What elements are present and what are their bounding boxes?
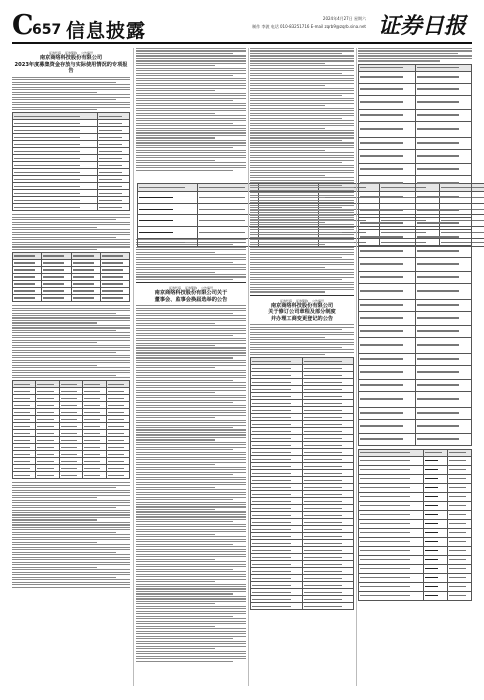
column-divider	[133, 48, 134, 686]
announcement-divider	[136, 282, 246, 283]
stock-code: 证券代码 证券简称 公告编号	[169, 286, 213, 291]
calligraphy-logo	[374, 11, 470, 39]
body-text	[12, 214, 130, 250]
column-1	[12, 48, 130, 686]
masthead	[0, 0, 484, 46]
account-table	[12, 252, 130, 302]
announcement-header	[250, 299, 354, 323]
column-2	[136, 48, 246, 686]
articles-table	[358, 64, 472, 446]
body-text	[12, 305, 130, 378]
company-name: 南京商络科技股份有限公司	[270, 302, 334, 309]
body-text	[12, 482, 130, 587]
body-text	[250, 48, 354, 293]
section-letter: C	[12, 10, 33, 41]
announcement-title: 董事会、监事会换届选举的公告	[154, 296, 228, 303]
body-text	[12, 77, 130, 110]
column-divider	[248, 48, 249, 686]
page-number: 657	[32, 22, 62, 38]
rules-table	[358, 449, 472, 601]
body-text	[250, 324, 354, 355]
amendment-table	[250, 357, 354, 610]
column-3	[250, 48, 354, 686]
column-4	[358, 48, 472, 686]
issue-date: 2024年4月27日 星期六	[322, 16, 366, 21]
announcement-title-line-1: 关于修订公司章程及部分制度	[268, 309, 336, 316]
stock-code: 证券代码 证券简称 公告编号	[49, 51, 93, 55]
company-name: 南京商络科技股份有限公司关于	[154, 290, 228, 297]
logo-text: 证券日报	[377, 13, 467, 39]
section-title: 信息披露	[66, 20, 147, 42]
stock-code: 证券代码 证券简称 公告编号	[280, 298, 324, 303]
fund-table	[12, 112, 130, 211]
body-text	[358, 48, 472, 62]
body-text	[136, 48, 246, 171]
announcement-divider	[250, 295, 354, 296]
announcement-title: 2023年度募集资金存放与实际使用情况的专项报告	[14, 61, 128, 75]
company-name: 南京商络科技股份有限公司	[39, 55, 103, 61]
column-divider	[356, 48, 357, 686]
masthead-rule	[12, 42, 472, 44]
editor-contact: 制作 李波 电话 010-83251716 E-mail zqrb9@zqrb.sina.net	[252, 24, 366, 29]
announcement-header	[12, 51, 130, 75]
body-text	[136, 305, 246, 661]
announcement-header	[136, 286, 246, 303]
announcement-title-line-2: 并办理工商变更登记的公告	[270, 315, 334, 322]
usage-table	[12, 380, 130, 479]
